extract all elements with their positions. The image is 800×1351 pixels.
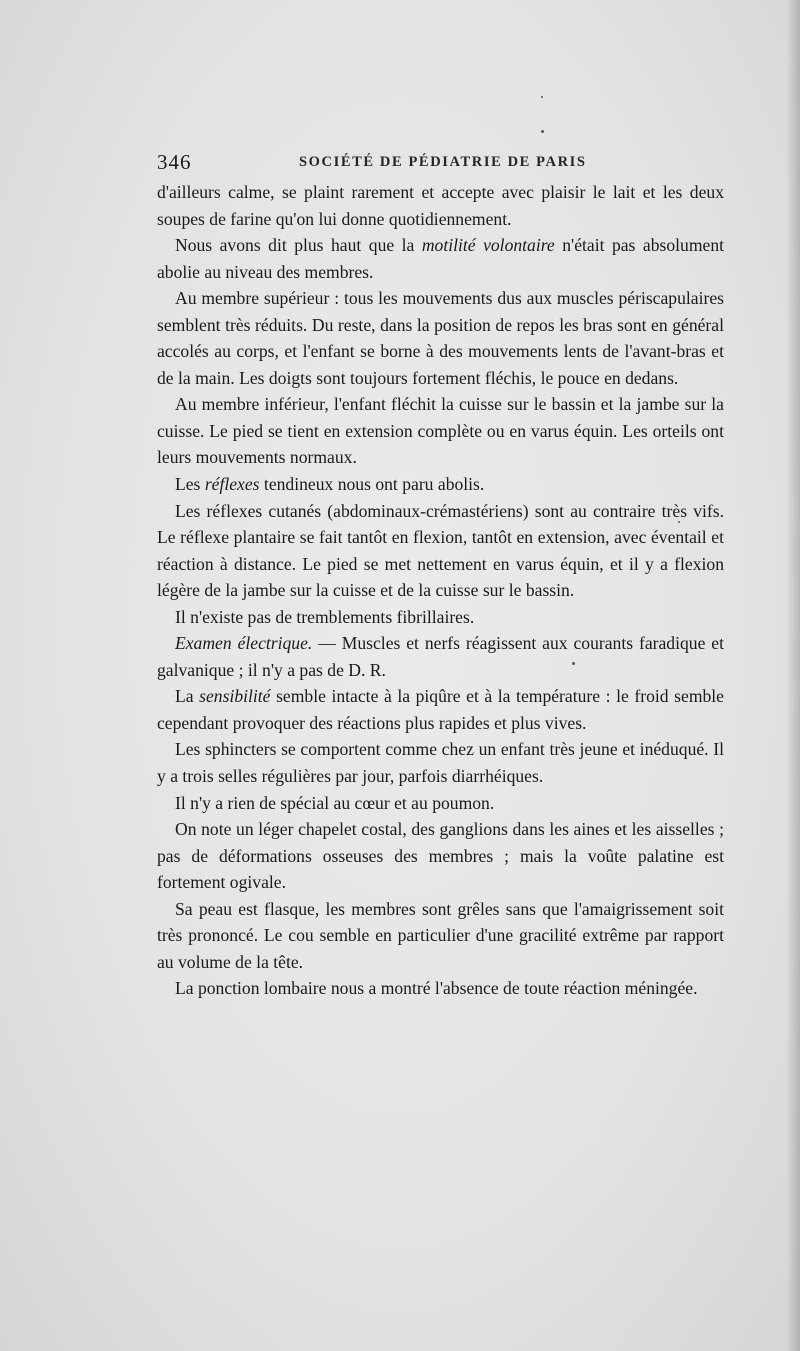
italic-term: motilité volontaire: [421, 235, 555, 256]
dust-speck: [541, 130, 544, 133]
paragraph: Les sphincters se comportent comme chez un enfant très jeune et inéduqué. Il y a trois selles régulières par jour, parfois diarrhéiques.: [157, 739, 724, 787]
paragraph: Il n'existe pas de tremblements fibrillaires.: [175, 606, 475, 627]
page-number: 346: [157, 150, 192, 174]
paragraph: Il n'y a rien de spécial au cœur et au poumon.: [175, 792, 495, 813]
paragraph: d'ailleurs calme, se plaint rarement et accepte avec plaisir le lait et les deux soupes de farine qu'on lui donne quotidiennement.: [157, 182, 724, 229]
paragraph-lead: Nous avons dit plus haut que la: [175, 235, 422, 256]
paragraph: Sa peau est flasque, les membres sont grêles sans que l'amaigrissement soit très prononcé. Le cou semble en particulier d'une gracilité extrême par rapport au volume de la tête.: [157, 898, 724, 972]
paragraph-rest: semble intacte à la piqûre et à la température : le froid semble cependant provoquer des réactions plus rapides et plus vives.: [157, 686, 724, 733]
paragraph: La ponction lombaire nous a montré l'absence de toute réaction méningée.: [175, 978, 698, 999]
paragraph-lead: Les: [175, 474, 205, 495]
page-header: [157, 150, 724, 180]
paragraph: [157, 630, 724, 683]
page-edge-shadow: [786, 0, 800, 1351]
paragraph-rest: — Muscles et nerfs réagissent aux courants faradique et galvanique ; il n'y a pas de D. R.: [157, 633, 724, 680]
italic-term: sensibilité: [199, 686, 271, 707]
italic-term: Examen électrique.: [175, 633, 313, 654]
running-head: SOCIÉTÉ DE PÉDIATRIE DE PARIS: [299, 154, 587, 170]
paragraph: On note un léger chapelet costal, des ganglions dans les aines et les aisselles ; pas de déformations osseuses des membres ; mais la voûte palatine est fortement ogivale.: [157, 819, 724, 893]
paragraph-lead: La: [175, 686, 200, 707]
dust-speck: [541, 96, 543, 98]
paragraph-rest: tendineux nous ont paru abolis.: [259, 474, 485, 495]
paragraph-rest: n'était pas absolument abolie au niveau des membres.: [157, 235, 724, 282]
italic-term: réflexes: [204, 474, 260, 495]
paragraph: Les réflexes cutanés (abdominaux-crémastériens) sont au contraire très vifs. Le réflexe plantaire se fait tantôt en flexion, tantôt en extension, avec éventail et réaction à distance. Le pied se met nettement en varus équin, et il y a flexion légère de la jambe sur la cuisse et de la cuisse sur le bassin.: [157, 500, 724, 601]
paragraph: Au membre inférieur, l'enfant fléchit la cuisse sur le bassin et la jambe sur la cuisse. Le pied se tient en extension complète ou en varus équin. Les orteils ont leurs mouvements normaux.: [157, 394, 724, 468]
paragraph: [157, 232, 724, 285]
paragraph: Au membre supérieur : tous les mouvements dus aux muscles périscapulaires semblent très réduits. Du reste, dans la position de repos les bras sont en général accolés au corps, et l'enfant se borne à des mouvements lents de l'avant-bras et de la main. Les doigts sont toujours fortement fléchis, le pouce en dedans.: [157, 288, 724, 388]
body-text: [157, 179, 724, 1002]
paragraph: [157, 683, 724, 736]
paragraph: [157, 471, 724, 498]
